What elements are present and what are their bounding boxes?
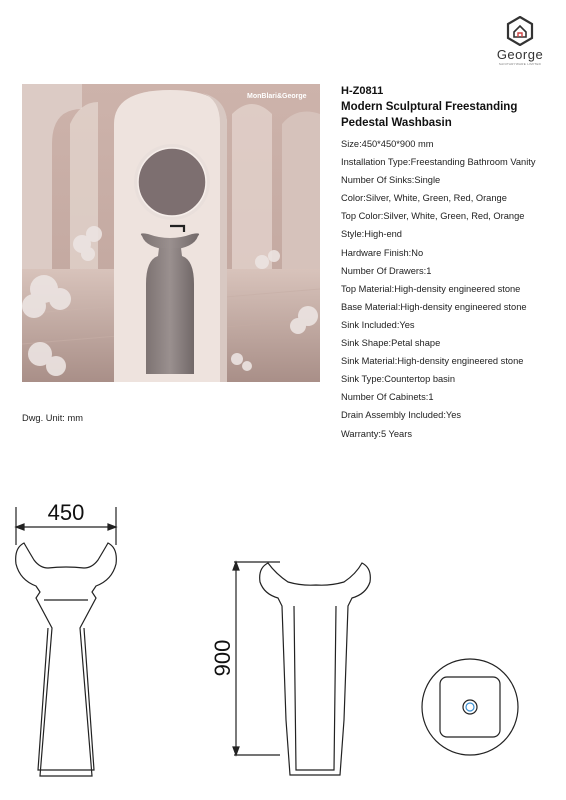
spec-top-color: Top Color:Silver, White, Green, Red, Orange: [341, 211, 525, 222]
spec-installation-type: Installation Type:Freestanding Bathroom Vanity: [341, 157, 536, 168]
spec-number-of-drawers: Number Of Drawers:1: [341, 265, 432, 276]
photo-brand-watermark: MonBlari&George: [247, 93, 307, 100]
width-dimension-label: 450: [47, 500, 85, 525]
spec-hardware-finish: Hardware Finish:No: [341, 247, 424, 258]
spec-sink-included: Sink Included:Yes: [341, 319, 415, 330]
product-sku: H-Z0811: [341, 85, 384, 97]
spec-sink-material: Sink Material:High-density engineered stone: [341, 356, 524, 367]
spec-number-of-cabinets: Number Of Cabinets:1: [341, 392, 434, 403]
spec-drain-assembly: Drain Assembly Included:Yes: [341, 410, 462, 421]
spec-size: Size:450*450*900 mm: [341, 139, 434, 149]
house-logo-icon: [506, 16, 534, 46]
scene-illustration: [22, 84, 320, 382]
spec-number-of-sinks: Number Of Sinks:Single: [341, 175, 441, 186]
spec-warranty: Warranty:5 Years: [341, 428, 412, 439]
spec-sink-shape: Sink Shape:Petal shape: [341, 338, 441, 349]
drawing-unit-label: Dwg. Unit: mm: [22, 413, 83, 423]
product-title-line1: Modern Sculptural Freestanding: [341, 101, 518, 113]
top-view: [422, 659, 518, 755]
spec-sink-type: Sink Type:Countertop basin: [341, 374, 456, 385]
spec-color: Color:Silver, White, Green, Red, Orange: [341, 193, 507, 204]
product-title: [341, 99, 561, 131]
spec-list: [341, 135, 561, 443]
logo-subtitle: SANITARYWARE LIMITED: [498, 62, 542, 66]
height-dimension-label: 900: [210, 639, 235, 677]
front-view: [16, 507, 117, 776]
product-photo: [22, 84, 320, 382]
side-view: [233, 562, 370, 775]
spec-panel: [341, 85, 561, 443]
brand-logo: [490, 16, 550, 66]
spec-top-material: Top Material:High-density engineered stone: [341, 283, 521, 294]
technical-drawing: [0, 480, 566, 800]
spec-style: Style:High-end: [341, 229, 402, 240]
spec-base-material: Base Material:High-density engineered stone: [341, 301, 527, 312]
logo-name: George: [496, 47, 544, 62]
product-title-line2: Pedestal Washbasin: [341, 117, 452, 129]
